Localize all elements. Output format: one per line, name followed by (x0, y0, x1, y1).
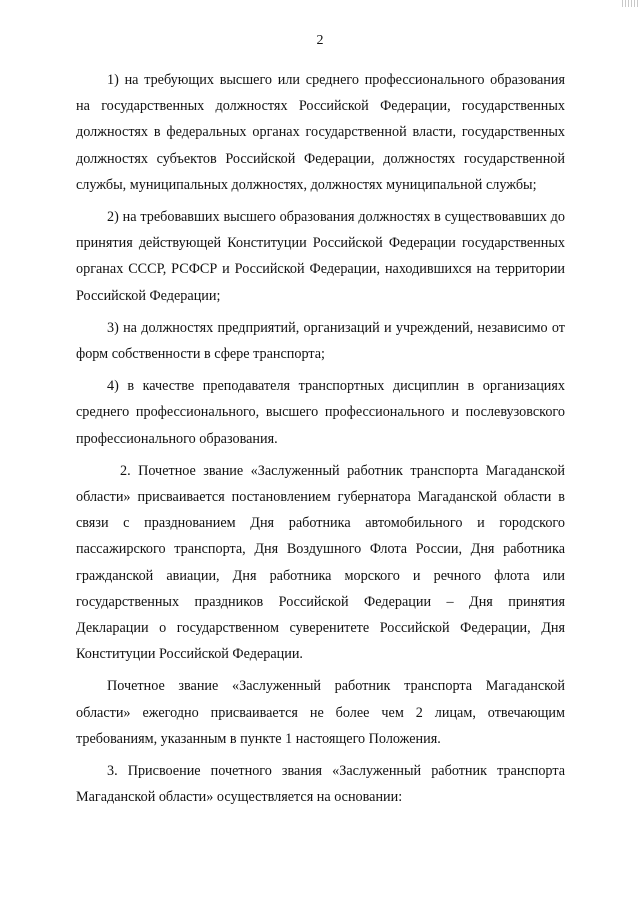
document-body (76, 67, 565, 816)
paragraph-item-4: 4) в качестве преподавателя транспортных дисциплин в организациях среднего профессионального, высшего профессионального и послевузовского профессионального образования. (76, 378, 565, 447)
paragraph-item-2: 2) на требовавших высшего образования должностях в существовавших до принятия действующей Конституции Российской Федерации государственных органах СССР, РСФСР и Российской Федерации, находившихся на территории Российской Федерации; (76, 209, 565, 304)
scan-corner-mark (622, 0, 640, 7)
paragraph-item-1: 1) на требующих высшего или среднего профессионального образования на государственных должностях Российской Федерации, государственных должностях в федеральных органах государственной власти, государственных должностях субъектов Российской Федерации, должностях государственной службы, муниципальных должностях, должностях муниципальной службы; (76, 72, 565, 193)
page-number: 2 (316, 33, 324, 48)
paragraph-section-3: 3. Присвоение почетного звания «Заслуженный работник транспорта Магаданской области» осуществляется на основании: (76, 763, 565, 806)
paragraph-annual-limit: Почетное звание «Заслуженный работник транспорта Магаданской области» ежегодно присваивается не более чем 2 лицам, отвечающим требованиям, указанным в пункте 1 настоящего Положения. (76, 678, 565, 747)
paragraph-item-3: 3) на должностях предприятий, организаций и учреждений, независимо от форм собственности в сфере транспорта; (76, 319, 565, 363)
paragraph-section-2: 2. Почетное звание «Заслуженный работник транспорта Магаданской области» присваивается постановлением губернатора Магаданской области в связи с празднованием Дня работника автомобильного и городского пассажирского транспорта, Дня Воздушного Флота России, Дня работника гражданской авиации, Дня работника морского и речного флота или государственных праздников Российской Федерации – Дня принятия Декларации о государственном суверенитете Российской Федерации, Дня Конституции Российской Федерации. (76, 462, 565, 663)
